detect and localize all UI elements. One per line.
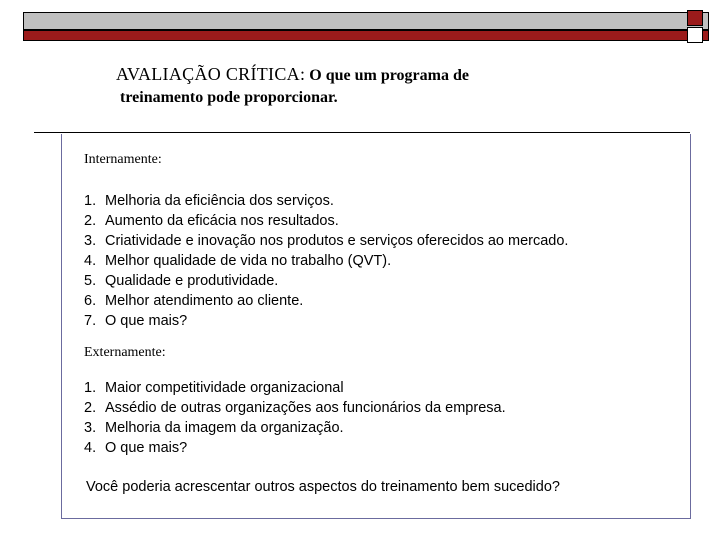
list-item-text: Melhoria da imagem da organização. — [105, 420, 344, 436]
list-item-number: 5. — [84, 273, 97, 289]
external-heading: Externamente: — [84, 345, 166, 360]
internal-list — [84, 191, 568, 331]
internal-heading: Internamente: — [84, 152, 162, 167]
list-item — [84, 418, 506, 438]
list-item — [84, 191, 568, 211]
closing-question: Você poderia acrescentar outros aspectos do treinamento bem sucedido? — [86, 479, 560, 495]
list-item-number: 4. — [84, 253, 97, 269]
list-item-number: 1. — [84, 380, 97, 396]
slide-title-lead: AVALIAÇÃO CRÍTICA: — [116, 64, 306, 84]
divider-line — [34, 132, 690, 133]
list-item-text: Maior competitividade organizacional — [105, 380, 344, 396]
list-item — [84, 378, 506, 398]
list-item-text: Criatividade e inovação nos produtos e serviços oferecidos ao mercado. — [105, 233, 569, 249]
slide-title — [116, 62, 676, 88]
list-item-text: O que mais? — [105, 440, 188, 456]
external-list — [84, 378, 506, 458]
list-item — [84, 291, 568, 311]
list-item-number: 3. — [84, 233, 97, 249]
list-item-text: Melhor qualidade de vida no trabalho (QVT). — [105, 253, 392, 269]
header-bar-red — [23, 30, 709, 41]
list-item-text: Aumento da eficácia nos resultados. — [105, 213, 339, 229]
list-item-text: Assédio de outras organizações aos funcionários da empresa. — [105, 400, 506, 416]
slide-title-line2: treinamento pode proporcionar. — [120, 89, 338, 106]
list-item — [84, 211, 568, 231]
corner-square-outline — [687, 27, 703, 43]
list-item-text: Melhoria da eficiência dos serviços. — [105, 193, 334, 209]
list-item — [84, 311, 568, 331]
list-item — [84, 271, 568, 291]
list-item-number: 4. — [84, 440, 97, 456]
header-bar-gray — [23, 12, 709, 30]
list-item — [84, 398, 506, 418]
corner-square-filled — [687, 10, 703, 26]
list-item-number: 3. — [84, 420, 97, 436]
list-item — [84, 231, 568, 251]
list-item-text: Qualidade e produtividade. — [105, 273, 279, 289]
list-item — [84, 438, 506, 458]
slide-title-rest: O que um programa de — [305, 67, 469, 84]
list-item-text: O que mais? — [105, 313, 188, 329]
list-item-number: 7. — [84, 313, 97, 329]
list-item — [84, 251, 568, 271]
list-item-text: Melhor atendimento ao cliente. — [105, 293, 304, 309]
list-item-number: 1. — [84, 193, 97, 209]
list-item-number: 6. — [84, 293, 97, 309]
list-item-number: 2. — [84, 400, 97, 416]
list-item-number: 2. — [84, 213, 97, 229]
